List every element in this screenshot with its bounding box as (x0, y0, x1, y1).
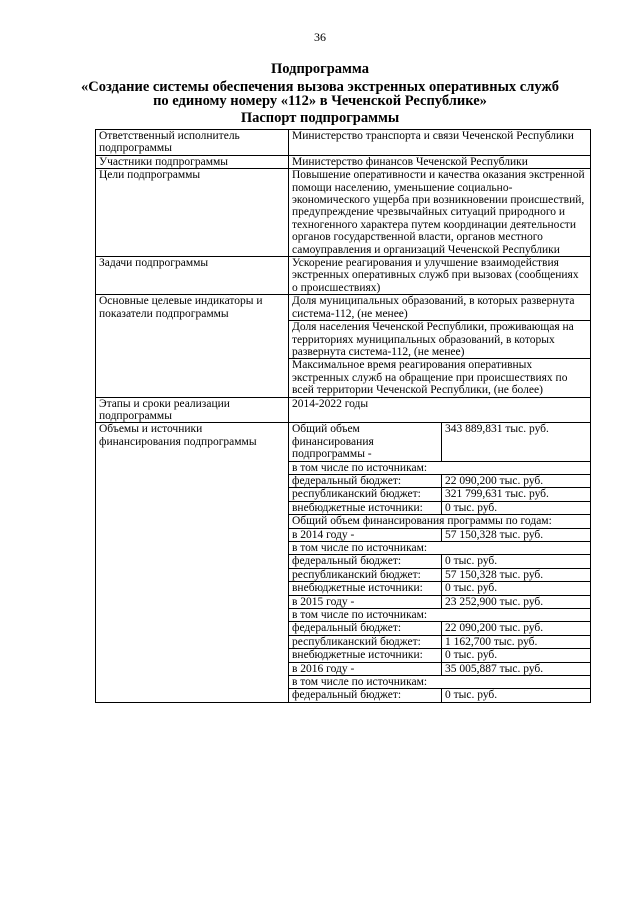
passport-title: Паспорт подпрограммы (240, 110, 400, 126)
fin-2014-by-source: в том числе по источникам: (289, 542, 590, 555)
fin-2014-federal-label: федеральный бюджет: (289, 555, 442, 568)
subprogram-title: Подпрограмма (271, 61, 369, 77)
fin-row-2014 (289, 528, 590, 541)
executor-value: Министерство транспорта и связи Чеченской Республики (289, 130, 591, 156)
fin-row-2015-extra (289, 649, 590, 662)
fin-2016-label: в 2016 году - (289, 662, 442, 675)
fin-row-2016-federal (289, 689, 590, 702)
executor-label: Ответственный исполнитель подпрограммы (96, 130, 289, 156)
row-tasks (96, 257, 591, 295)
fin-extra-value: 0 тыс. руб. (442, 501, 591, 514)
fin-2015-by-source: в том числе по источникам: (289, 609, 590, 622)
fin-republic-label: республиканский бюджет: (289, 488, 442, 501)
fin-row-republic (289, 488, 590, 501)
fin-2016-by-source: в том числе по источникам: (289, 676, 590, 689)
fin-2016-federal-label: федеральный бюджет: (289, 689, 442, 702)
fin-total-value: 343 889,831 тыс. руб. (442, 423, 591, 461)
fin-2014-extra-value: 0 тыс. руб. (442, 582, 591, 595)
indicators-list (289, 295, 591, 397)
fin-2015-republic-label: республиканский бюджет: (289, 635, 442, 648)
fin-by-years-label: Общий объем финансирования программы по годам: (289, 515, 590, 528)
fin-2016-federal-value: 0 тыс. руб. (442, 689, 591, 702)
fin-2014-label: в 2014 году - (289, 528, 442, 541)
financing-details (289, 423, 591, 703)
fin-2015-label: в 2015 году - (289, 595, 442, 608)
financing-label: Объемы и источники финансирования подпрограммы (96, 423, 289, 703)
tasks-label: Задачи подпрограммы (96, 257, 289, 295)
fin-row-extra (289, 501, 590, 514)
fin-row-2014-extra (289, 582, 590, 595)
fin-2014-republic-value: 57 150,328 тыс. руб. (442, 568, 591, 581)
row-goals (96, 169, 591, 257)
row-participants (96, 155, 591, 168)
fin-row-2014-republic (289, 568, 590, 581)
row-financing (96, 423, 591, 703)
fin-extra-label: внебюджетные источники: (289, 501, 442, 514)
fin-row-2015-by-source (289, 609, 590, 622)
indicator-item: Максимальное время реагирования оперативных экстренных служб на обращение при происшествиях по всей территории Чеченской Республики, (не более) (292, 359, 568, 397)
financing-table (289, 423, 590, 702)
fin-row-2014-federal (289, 555, 590, 568)
fin-2014-republic-label: республиканский бюджет: (289, 568, 442, 581)
fin-row-2016-by-source (289, 676, 590, 689)
fin-row-2016 (289, 662, 590, 675)
subprogram-name-line-1: «Создание системы обеспечения вызова экстренных оперативных служб (80, 79, 559, 95)
fin-row-total (289, 423, 590, 461)
stages-label: Этапы и сроки реализации подпрограммы (96, 397, 289, 423)
subprogram-name-line-2: по единому номеру «112» в Чеченской Республике» (153, 93, 487, 109)
fin-2014-federal-value: 0 тыс. руб. (442, 555, 591, 568)
fin-row-federal (289, 474, 590, 487)
fin-2014-extra-label: внебюджетные источники: (289, 582, 442, 595)
fin-row-2015-republic (289, 635, 590, 648)
fin-2015-extra-label: внебюджетные источники: (289, 649, 442, 662)
fin-federal-label: федеральный бюджет: (289, 474, 442, 487)
fin-republic-value: 321 799,631 тыс. руб. (442, 488, 591, 501)
row-stages (96, 397, 591, 423)
participants-value: Министерство финансов Чеченской Республики (289, 155, 591, 168)
tasks-value: Ускорение реагирования и улучшение взаимодействия экстренных оперативных служб при вызовах (сообщениях о происшествиях) (289, 257, 591, 295)
fin-2015-value: 23 252,900 тыс. руб. (442, 595, 591, 608)
goals-label: Цели подпрограммы (96, 169, 289, 257)
fin-2015-federal-label: федеральный бюджет: (289, 622, 442, 635)
row-indicators (96, 295, 591, 397)
indicators-label: Основные целевые индикаторы и показатели подпрограммы (96, 295, 289, 397)
fin-2015-extra-value: 0 тыс. руб. (442, 649, 591, 662)
passport-table (95, 129, 591, 703)
fin-by-source-label: в том числе по источникам: (289, 461, 590, 474)
goals-value: Повышение оперативности и качества оказания экстренной помощи населению, уменьшение социально-экономического ущерба при возникновении происшествий, предупреждение чрезвычайных ситуаций природного и техногенного характера путем координации деятельности органов государственной власти, органов местного самоуправления и организаций Чеченской Республики (289, 169, 591, 257)
fin-federal-value: 22 090,200 тыс. руб. (442, 474, 591, 487)
fin-row-2015 (289, 595, 590, 608)
fin-2015-federal-value: 22 090,200 тыс. руб. (442, 622, 591, 635)
fin-row-2014-by-source (289, 542, 590, 555)
indicator-item: Доля муниципальных образований, в которых развернута система-112, (не менее) (289, 295, 590, 321)
fin-2015-republic-value: 1 162,700 тыс. руб. (442, 635, 591, 648)
fin-2014-value: 57 150,328 тыс. руб. (442, 528, 591, 541)
stages-value: 2014-2022 годы (289, 397, 591, 423)
row-executor (96, 130, 591, 156)
indicator-item: Доля населения Чеченской Республики, проживающая на территориях муниципальных образований, в которых развернута система-112, (не менее) (289, 321, 590, 359)
participants-label: Участники подпрограммы (96, 155, 289, 168)
fin-total-label: Общий объем финансирования подпрограммы - (289, 423, 442, 461)
fin-row-by-years (289, 515, 590, 528)
fin-2016-value: 35 005,887 тыс. руб. (442, 662, 591, 675)
fin-row-2015-federal (289, 622, 590, 635)
fin-row-by-source (289, 461, 590, 474)
page-number: 36 (314, 30, 326, 44)
